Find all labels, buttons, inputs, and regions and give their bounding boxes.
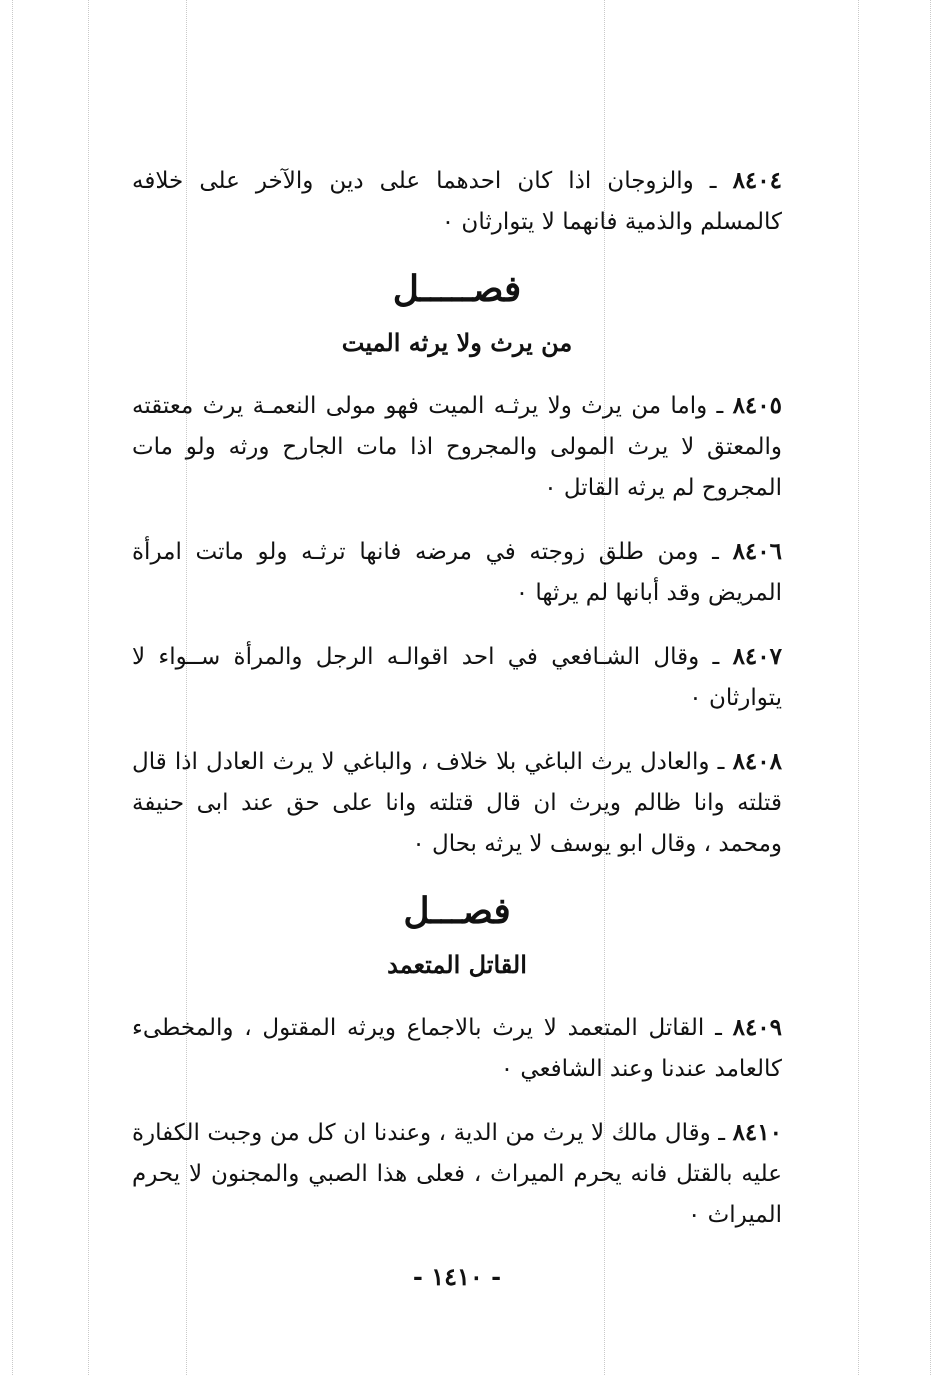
paragraph-8410: ٨٤١٠ ـ وقال مالك لا يرث من الدية ، وعندنا ان كل من وجبت الكفارة عليه بالقتل فانه يحرم الميراث ، فعلى هذا الصبي والمجنون لا يحرم الميراث ٠ <box>132 1119 782 1228</box>
paragraph-number: ٨٤٠٦ <box>732 538 782 565</box>
paragraph-text: وقال الشـافعي في احد اقوالـه الرجل والمرأة ســواء لا يتوارثان ٠ <box>132 644 782 711</box>
margin-guide-line <box>88 0 89 1375</box>
margin-guide-line <box>930 0 931 1375</box>
paragraph-number: ٨٤٠٥ <box>732 392 782 419</box>
section-heading: فصـــل <box>403 890 511 932</box>
paragraph-text: وقال مالك لا يرث من الدية ، وعندنا ان كل من وجبت الكفارة عليه بالقتل فانه يحرم الميراث ، فعلى هذا الصبي والمجنون لا يحرم الميراث ٠ <box>132 1120 782 1228</box>
paragraph-text: ومن طلق زوجته في مرضه فانها ترثـه ولو ماتت امرأة المريض وقد أبانها لم يرثها ٠ <box>132 539 782 606</box>
paragraph-8405: ٨٤٠٥ ـ واما من يرث ولا يرثـه الميت فهو مولى النعمـة يرث معتقته والمعتق لا يرث المولى والمجروح اذا مات الجارح ورثه ولو مات المجروح لم يرثه القاتل ٠ <box>132 392 782 501</box>
paragraph-8409: ٨٤٠٩ ـ القاتل المتعمد لا يرث بالاجماع ويرثه المقتول ، والمخطىء كالعامد عندنا وعند الشافعي ٠ <box>132 1014 783 1082</box>
paragraph-number: ٨٤٠٧ <box>732 643 782 670</box>
margin-guide-line <box>12 0 13 1375</box>
section-subheading: من يرث ولا يرثه الميت <box>341 328 573 357</box>
paragraph-8404: ٨٤٠٤ ـ والزوجان اذا كان احدهما على دين والآخر على خلافه كالمسلم والذمية فانهما لا يتوارثان ٠ <box>132 167 782 235</box>
paragraph-text: والزوجان اذا كان احدهما على دين والآخر على خلافه كالمسلم والذمية فانهما لا يتوارثان ٠ <box>132 168 782 235</box>
section-heading: فصـــــل <box>392 268 522 310</box>
page-number: - ١٤١٠ - <box>412 1262 502 1291</box>
margin-guide-line <box>858 0 859 1375</box>
paragraph-number: ٨٤٠٤ <box>732 167 782 194</box>
document-page <box>132 160 782 1291</box>
paragraph-text: والعادل يرث الباغي بلا خلاف ، والباغي لا يرث العادل اذا قال قتلته وانا ظالم ويرث ان قال قتلته وانا على حق عند ابى حنيفة ومحمد ، وقال ابو يوسف لا يرثه بحال ٠ <box>132 749 782 857</box>
paragraph-8407: ٨٤٠٧ ـ وقال الشـافعي في احد اقوالـه الرجل والمرأة ســواء لا يتوارثان ٠ <box>132 643 782 711</box>
section-subheading: القاتل المتعمد <box>387 950 527 979</box>
paragraph-text: القاتل المتعمد لا يرث بالاجماع ويرثه المقتول ، والمخطىء كالعامد عندنا وعند الشافعي ٠ <box>132 1015 782 1082</box>
paragraph-number: ٨٤١٠ <box>732 1119 782 1146</box>
paragraph-number: ٨٤٠٩ <box>732 1014 783 1041</box>
paragraph-8406: ٨٤٠٦ ـ ومن طلق زوجته في مرضه فانها ترثـه ولو ماتت امرأة المريض وقد أبانها لم يرثها ٠ <box>132 538 782 606</box>
paragraph-8408: ٨٤٠٨ ـ والعادل يرث الباغي بلا خلاف ، والباغي لا يرث العادل اذا قال قتلته وانا ظالم ويرث ان قال قتلته وانا على حق عند ابى حنيفة ومحمد ، وقال ابو يوسف لا يرثه بحال ٠ <box>132 748 782 857</box>
paragraph-number: ٨٤٠٨ <box>732 748 782 775</box>
paragraph-text: واما من يرث ولا يرثـه الميت فهو مولى النعمـة يرث معتقته والمعتق لا يرث المولى والمجروح اذا مات الجارح ورثه ولو مات المجروح لم يرثه القاتل ٠ <box>132 393 782 501</box>
